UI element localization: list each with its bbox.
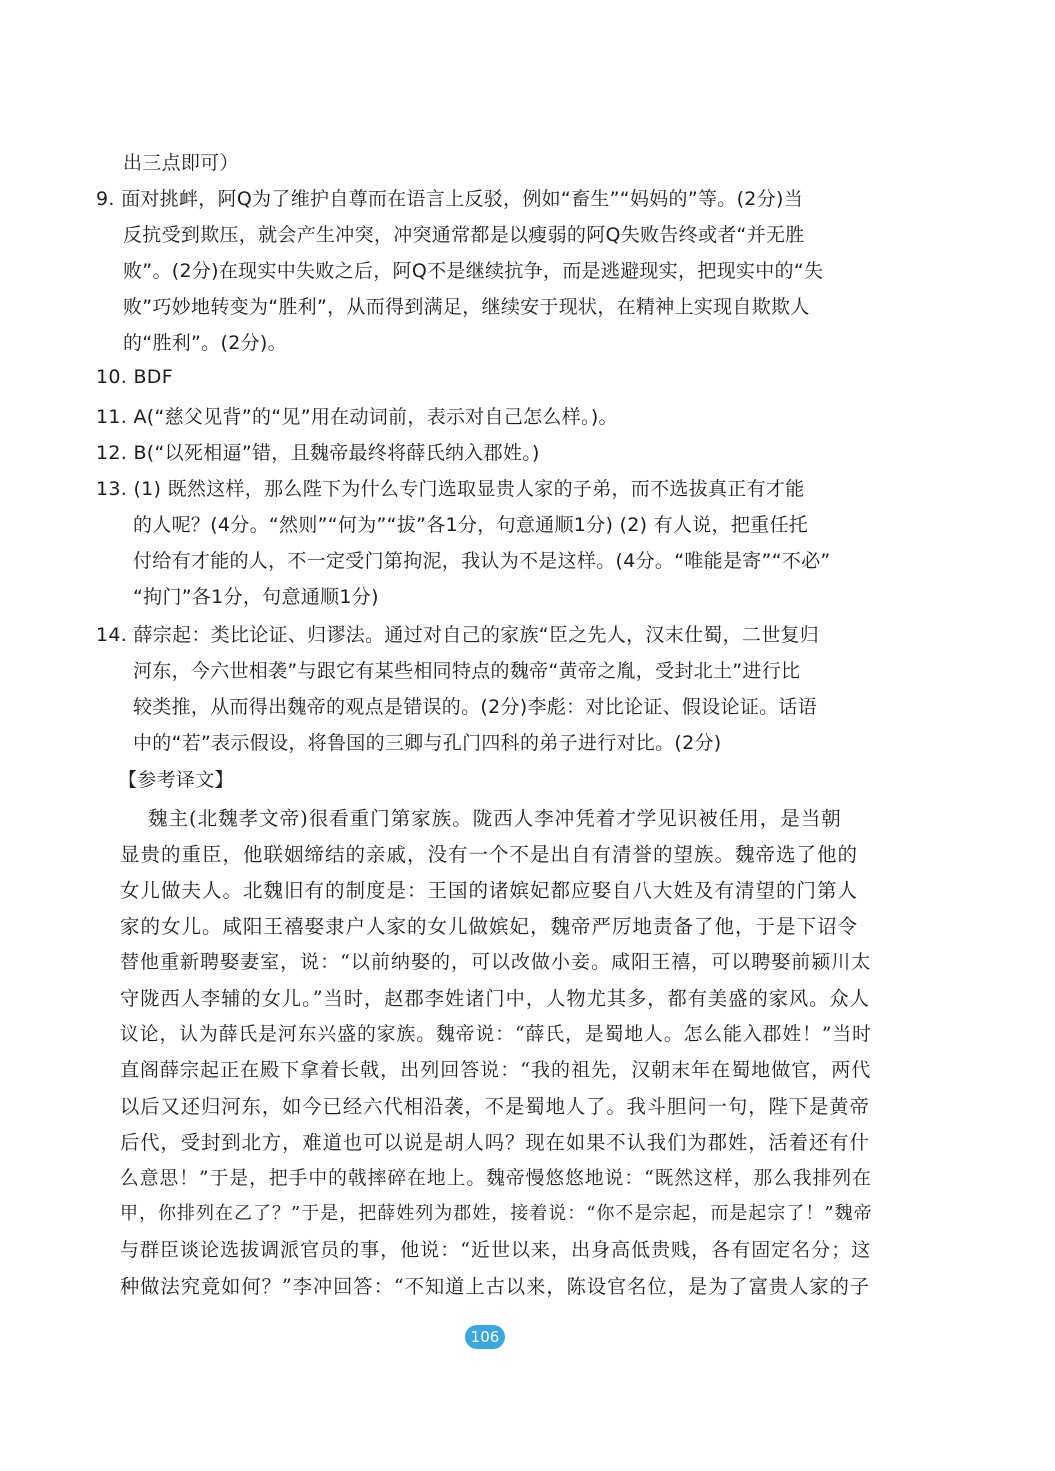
translation-line: 家的女儿。咸阳王禧娶隶户人家的女儿做嫔妃，魏帝严厉地责备了他，于是下诏令 bbox=[120, 915, 859, 938]
answer-line: 较类推，从而得出魏帝的观点是错误的。(2分)李彪：对比论证、假设论证。话语 bbox=[133, 696, 818, 718]
translation-line: 种做法究竟如何？”李冲回答：“不知道上古以来，陈设官名位，是为了富贵人家的子 bbox=[120, 1275, 871, 1298]
translation-line: 甲，你排列在乙了？”于是，把薛姓列为郡姓，接着说：“你不是宗起，而是起宗了！”魏帝 bbox=[120, 1203, 873, 1224]
translation-line: 显贵的重臣，他联姻缔结的亲戚，没有一个不是出自有清誉的望族。魏帝选了他的 bbox=[120, 843, 859, 866]
translation-line: 么意思！”于是，把手中的戟摔碎在地上。魏帝慢悠悠地说：“既然这样，那么我排列在 bbox=[120, 1168, 872, 1189]
answer-line: 13. (1) 既然这样，那么陛下为什么专门选取显贵人家的子弟，而不选拔真正有才能 bbox=[96, 478, 805, 500]
translation-line: 以后又还归河东，如今已经六代相沿袭，不是蜀地人了。我斗胆问一句，陛下是黄帝 bbox=[120, 1095, 870, 1118]
translation-line: 与群臣谈论选拔调派官员的事，他说：“近世以来，出身高低贵贱，各有固定名分；这 bbox=[120, 1239, 872, 1261]
translation-line: 魏主(北魏孝文帝)很看重门第家族。陇西人李冲凭着才学见识被任用，是当朝 bbox=[148, 807, 842, 830]
answer-line: 反抗受到欺压，就会产生冲突，冲突通常都是以瘦弱的阿Q失败告终或者“并无胜 bbox=[123, 224, 805, 246]
translation-line: 替他重新聘娶妻室，说：“以前纳娶的，可以改做小妾。咸阳王禧，可以聘娶前颍川太 bbox=[120, 951, 872, 973]
answer-line: “拘门”各1分，句意通顺1分) bbox=[133, 586, 379, 608]
answer-line: 10. BDF bbox=[96, 366, 173, 388]
section-heading: 【参考译文】 bbox=[118, 769, 234, 791]
translation-line: 守陇西人李辅的女儿。”当时，赵郡李姓诸门中，人物尤其多，都有美盛的家风。众人 bbox=[120, 987, 870, 1010]
answer-line: 12. B(“以死相逼”错，且魏帝最终将薛氏纳入郡姓。) bbox=[96, 442, 540, 464]
translation-line: 后代，受封到北方，难道也可以说是胡人吗？现在如果不认我们为郡姓，活着还有什 bbox=[120, 1131, 870, 1154]
page-number-badge: 106 bbox=[465, 1325, 505, 1349]
answer-line: 出三点即可） bbox=[123, 152, 239, 174]
answer-line: 败”。(2分)在现实中失败之后，阿Q不是继续抗争，而是逃避现实，把现实中的“失 bbox=[123, 260, 824, 282]
translation-line: 直阁薛宗起正在殿下拿着长戟，出列回答说：“我的祖先，汉朝末年在蜀地做官，两代 bbox=[120, 1059, 872, 1081]
answer-line: 的人呢？(4分。“然则”“何为”“拔”各1分，句意通顺1分) (2) 有人说，把重任托 bbox=[133, 514, 809, 536]
answer-line: 的“胜利”。(2分)。 bbox=[123, 332, 287, 354]
answer-line: 14. 薛宗起：类比论证、归谬法。通过对自己的家族“臣之先人，汉末仕蜀，二世复归 bbox=[96, 624, 820, 646]
answer-line: 河东，今六世相袭”与跟它有某些相同特点的魏帝“黄帝之胤，受封北土”进行比 bbox=[133, 660, 801, 682]
answer-line: 9. 面对挑衅，阿Q为了维护自尊而在语言上反驳，例如“畜生”“妈妈的”等。(2分)当 bbox=[96, 188, 804, 210]
answer-line: 败”巧妙地转变为“胜利”，从而得到满足，继续安于现状，在精神上实现自欺欺人 bbox=[123, 296, 810, 318]
translation-line: 议论，认为薛氏是河东兴盛的家族。魏帝说：“薛氏，是蜀地人。怎么能入郡姓！”当时 bbox=[120, 1024, 872, 1045]
answer-line: 付给有才能的人，不一定受门第拘泥，我认为不是这样。(4分。“唯能是寄”“不必” bbox=[133, 550, 831, 572]
answer-line: 中的“若”表示假设，将鲁国的三卿与孔门四科的弟子进行对比。(2分) bbox=[133, 732, 722, 754]
translation-line: 女儿做夫人。北魏旧有的制度是：王国的诸嫔妃都应娶自八大姓及有清望的门第人 bbox=[120, 879, 859, 902]
answer-line: 11. A(“慈父见背”的“见”用在动词前，表示对自己怎么样。)。 bbox=[96, 406, 618, 428]
